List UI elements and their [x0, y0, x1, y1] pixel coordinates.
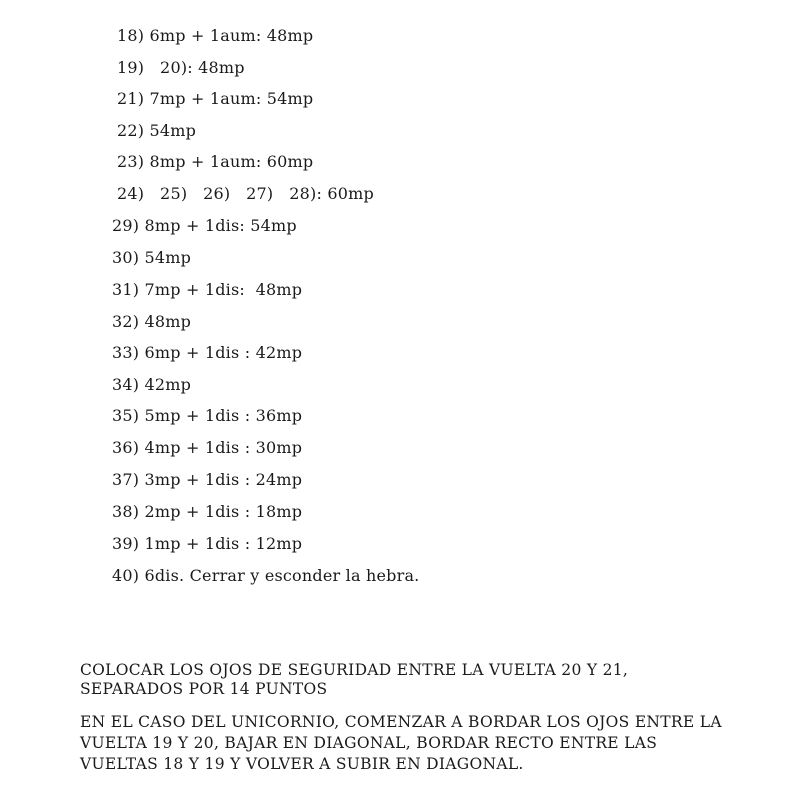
- row-19-20: 19) 20): 48mp: [117, 58, 245, 77]
- row-29: 29) 8mp + 1dis: 54mp: [112, 216, 297, 235]
- row-30: 30) 54mp: [112, 248, 192, 267]
- row-39: 39) 1mp + 1dis : 12mp: [112, 534, 303, 553]
- eyes-instruction-line-1: COLOCAR LOS OJOS DE SEGURIDAD ENTRE LA VUELTA 20 Y 21,: [80, 661, 629, 679]
- row-31: 31) 7mp + 1dis: 48mp: [112, 280, 303, 299]
- row-21: 21) 7mp + 1aum: 54mp: [117, 89, 314, 108]
- row-40: 40) 6dis. Cerrar y esconder la hebra.: [112, 566, 420, 585]
- row-23: 23) 8mp + 1aum: 60mp: [117, 152, 314, 171]
- row-36: 36) 4mp + 1dis : 30mp: [112, 438, 303, 457]
- eyes-instruction-line-2: SEPARADOS POR 14 PUNTOS: [80, 680, 328, 698]
- row-24-28: 24) 25) 26) 27) 28): 60mp: [117, 184, 374, 203]
- row-38: 38) 2mp + 1dis : 18mp: [112, 502, 303, 521]
- row-32: 32) 48mp: [112, 312, 192, 331]
- unicorn-instruction-line-1: EN EL CASO DEL UNICORNIO, COMENZAR A BORDAR LOS OJOS ENTRE LA: [80, 713, 722, 731]
- row-22: 22) 54mp: [117, 121, 197, 140]
- row-37: 37) 3mp + 1dis : 24mp: [112, 470, 303, 489]
- row-34: 34) 42mp: [112, 375, 192, 394]
- unicorn-instruction-line-3: VUELTAS 18 Y 19 Y VOLVER A SUBIR EN DIAGONAL.: [80, 755, 524, 773]
- row-33: 33) 6mp + 1dis : 42mp: [112, 343, 303, 362]
- row-18: 18) 6mp + 1aum: 48mp: [117, 26, 314, 45]
- row-35: 35) 5mp + 1dis : 36mp: [112, 406, 303, 425]
- unicorn-instruction-line-2: VUELTA 19 Y 20, BAJAR EN DIAGONAL, BORDAR RECTO ENTRE LAS: [80, 734, 658, 752]
